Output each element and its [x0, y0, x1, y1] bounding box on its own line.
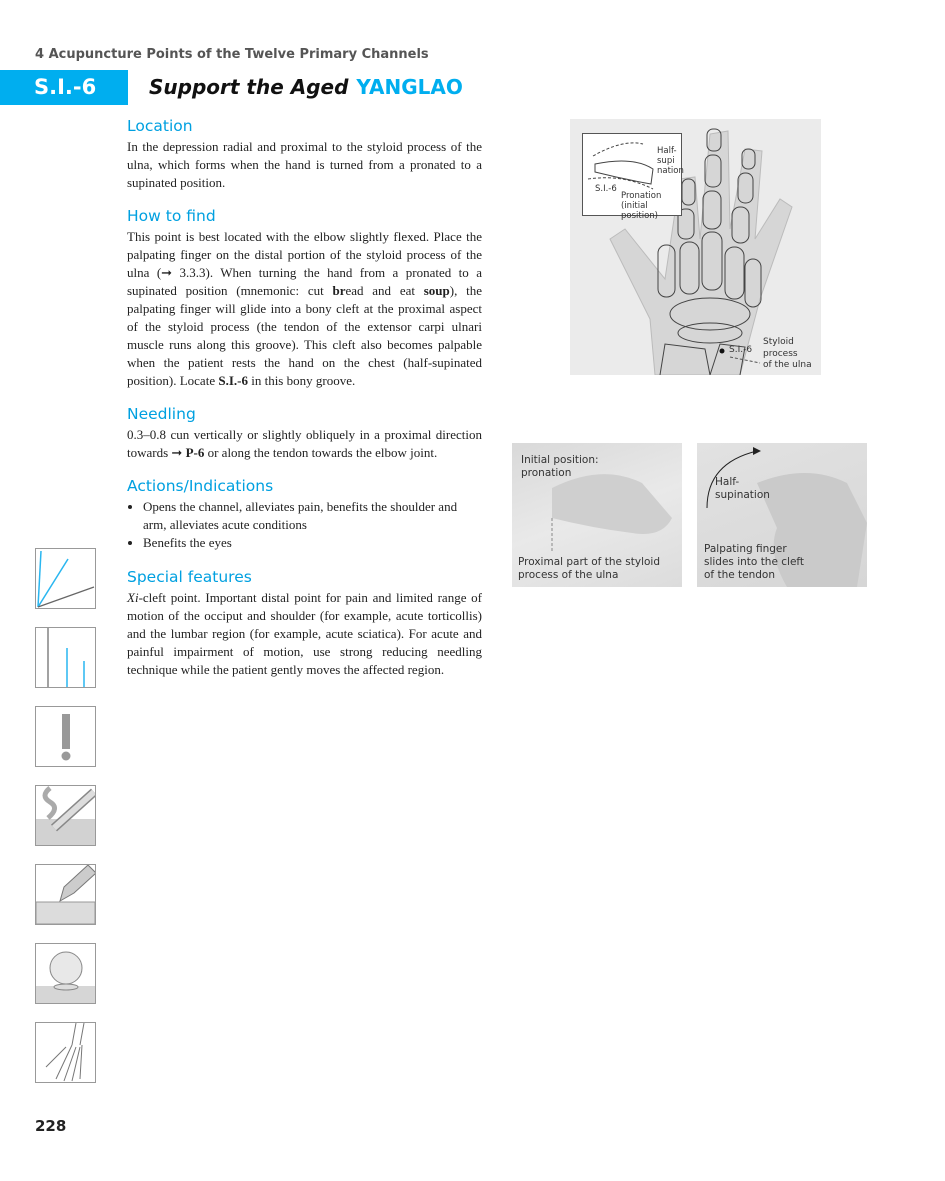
bold-text: S.I.-6	[218, 373, 248, 388]
section-text: In the depression radial and proximal to the styloid process of the ulna, which forms when the hand is turned from a pronated to a supinated position.	[127, 139, 482, 190]
supination-inset	[582, 133, 684, 221]
text: or along the tendon towards the elbow joint.	[204, 445, 438, 460]
list-item: • Benefits the eyes	[143, 534, 482, 552]
section-location	[127, 116, 482, 192]
section-text	[127, 589, 482, 679]
point-name: Support the Aged	[149, 75, 349, 99]
bold-text: soup	[423, 283, 450, 298]
caption-bottom	[704, 543, 804, 582]
caption-text: of the tendon	[704, 569, 776, 581]
page-title	[149, 75, 463, 99]
text: ead and eat	[345, 283, 424, 298]
label-text: Styloid	[763, 337, 794, 347]
actions-list	[127, 498, 482, 552]
pinyin-name: YANGLAO	[356, 75, 463, 99]
caption-text: Half-	[715, 476, 740, 488]
bold-text: P-6	[185, 445, 205, 460]
acupressure-icon	[35, 864, 96, 925]
label-text: Half-	[657, 146, 677, 156]
caution-icon	[35, 706, 96, 767]
section-text	[127, 228, 482, 390]
text: ), the palpating finger will glide into a bony cleft at the proximal aspect of the styloid process (the tendon of the extensor carpi ulnari muscle runs along this groove). This cleft also becomes palpable when the patient rests the hand on the chest (half-supinated position). Locate	[127, 283, 483, 388]
inset-label	[657, 146, 684, 176]
caption-bottom	[518, 556, 660, 582]
running-head: 4 Acupuncture Points of the Twelve Primary Channels	[35, 47, 429, 62]
needle-depth-icon	[35, 627, 96, 688]
section-how-to-find	[127, 206, 482, 390]
caption-text: Palpating finger	[704, 543, 787, 555]
label-text: nation	[657, 166, 684, 176]
label-text: (initial position)	[621, 201, 658, 221]
caption-text: Proximal part of the styloid	[518, 556, 661, 568]
caption-top	[715, 476, 770, 502]
section-needling	[127, 404, 482, 462]
hand-skeleton-figure	[570, 119, 821, 375]
page-number: 228	[35, 1117, 67, 1135]
point-label: S.I.-6	[729, 345, 753, 355]
label-text: process	[763, 348, 798, 359]
section-text	[127, 426, 482, 462]
text: -cleft point. Important distal point for pain and limited range of motion of the occiput and shoulder (for example, acute torticollis) and the lumbar region (for example, acute sciatica). For acute and painful impairment of motion, use strong reducing needling technique while the patient gently moves the affected region.	[127, 590, 482, 677]
section-heading: Needling	[127, 405, 196, 423]
inset-point-label: S.I.-6	[595, 184, 617, 194]
label-text: supi	[657, 156, 675, 166]
needle-angles-icon	[35, 548, 96, 609]
inset-label	[621, 191, 681, 221]
section-heading: Special features	[127, 568, 252, 586]
section-actions	[127, 476, 482, 552]
bold-text: br	[332, 283, 346, 298]
text: in this bony groove.	[247, 373, 356, 388]
caption-text: process of the ulna	[518, 569, 619, 581]
list-item: • Opens the channel, alleviates pain, benefits the shoulder and arm, alleviates acute conditions	[143, 498, 482, 534]
photo-pronation	[512, 443, 682, 587]
text: 0.3–0.8 cun vertically or slightly obliquely in a proximal direction towards ➞	[127, 427, 482, 460]
section-heading: Actions/Indications	[127, 477, 274, 495]
photo-half-supination	[697, 443, 867, 587]
point-code-tab: S.I.-6	[0, 70, 128, 105]
italic-text: Xi	[127, 590, 139, 605]
section-heading: Location	[127, 117, 193, 135]
section-special-features	[127, 567, 482, 679]
section-heading: How to find	[127, 207, 216, 225]
caption-text: slides into the cleft	[704, 556, 805, 568]
hand-skeleton-icon	[35, 1022, 96, 1083]
caption-text: Initial position:	[521, 454, 599, 466]
label-text: Pronation	[621, 191, 662, 201]
caption-text: supination	[715, 489, 770, 501]
point-marker	[720, 349, 725, 354]
text: This point is best located with the elbow slightly flexed. Place the palpating finger on the distal portion of the styloid process of the ulna (➞ 3.3.3). When turning the hand from a pronated to a supinated position (mnemonic: cut	[127, 229, 482, 298]
cupping-icon	[35, 943, 96, 1004]
label-text: of the ulna	[763, 360, 812, 370]
moxibustion-icon	[35, 785, 96, 846]
styloid-label	[763, 337, 812, 372]
caption-text: pronation	[521, 467, 572, 479]
caption-top	[521, 454, 599, 480]
